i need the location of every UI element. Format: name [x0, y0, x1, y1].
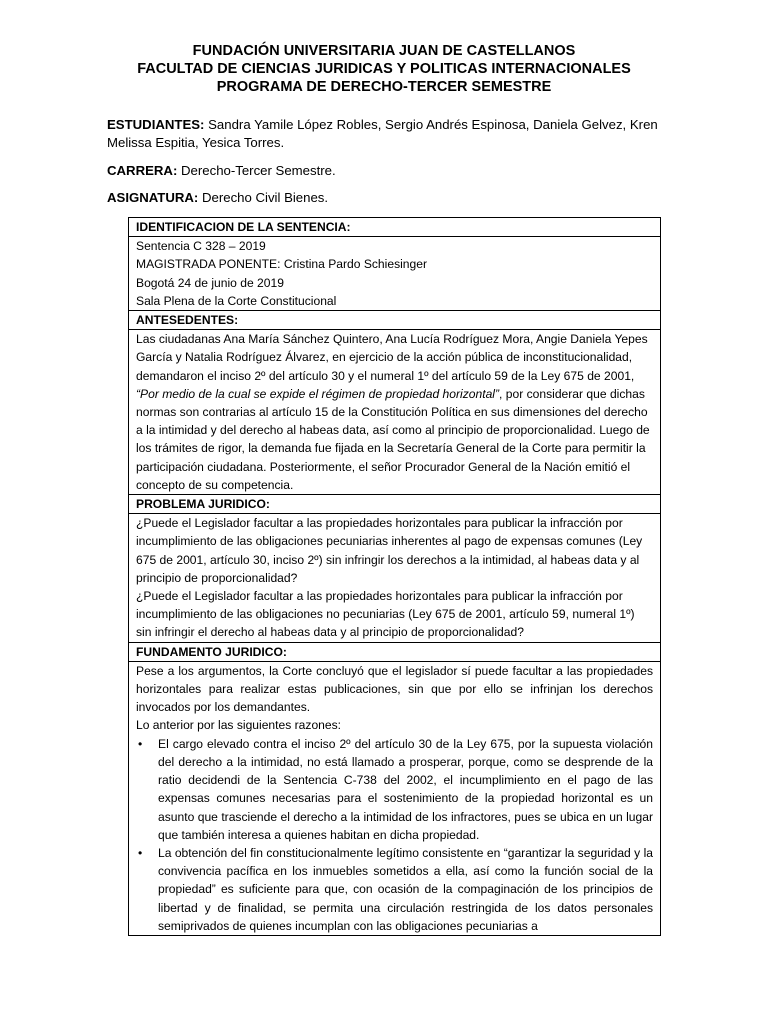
fundamento-intro: Pese a los argumentos, la Corte concluyó que el legislador sí puede facultar a las propiedades horizontales para realizar estas publicaciones, sin que por ello se infrinjan los derechos invocados por los demandantes.: [136, 663, 653, 715]
fundamento-heading: FUNDAMENTO JURIDICO:: [129, 642, 661, 661]
magistrate: MAGISTRADA PONENTE: Cristina Pardo Schiesinger: [136, 257, 428, 272]
list-item: [138, 844, 653, 935]
law-title-quote: “Por medio de la cual se expide el régimen de propiedad horizontal”: [136, 386, 500, 401]
students-label: ESTUDIANTES:: [107, 117, 205, 132]
sentence-date: Bogotá 24 de junio de 2019: [136, 275, 284, 290]
identificacion-body: [129, 237, 661, 311]
fundamento-body-row: [129, 661, 661, 935]
career-value: Derecho-Tercer Semestre.: [181, 163, 336, 178]
problema-heading: PROBLEMA JURIDICO:: [129, 495, 661, 514]
problema-body: [129, 514, 661, 642]
reason-text: La obtención del fin constitucionalmente legítimo consistente en “garantizar la seguridad y la convivencia pacífica en los inmuebles sometidos a ella, así como la función social de la propiedad” es suficiente para que, con ocasión de la compaginación de los principios de libertad y de finalidad, se permita una circulación restringida de los datos personales semiprivados de quienes incumplan con las obligaciones pecuniarias a: [158, 845, 653, 933]
antecedentes-heading: ANTESEDENTES:: [129, 311, 661, 330]
subject-label: ASIGNATURA:: [107, 190, 199, 205]
antecedentes-body: [129, 330, 661, 495]
identificacion-heading-row: [129, 218, 661, 237]
faculty-name: FACULTAD DE CIENCIAS JURIDICAS Y POLITICAS INTERNACIONALES: [137, 61, 631, 77]
program-name: PROGRAMA DE DERECHO-TERCER SEMESTRE: [216, 79, 552, 95]
antecedentes-body-row: [129, 330, 661, 495]
list-item: [138, 735, 653, 844]
sentence-table: [128, 217, 661, 936]
antecedentes-text-before: Las ciudadanas Ana María Sánchez Quintero, Ana Lucía Rodríguez Mora, Angie Daniela Yepes García y Natalia Rodríguez Álvarez, en ejercicio de la acción pública de inconstitucionalidad, demandaron el inciso 2º del artículo 30 y el numeral 1º del artículo 59 de la Ley 675 de 2001,: [136, 332, 648, 383]
problema-heading-row: [129, 495, 661, 514]
document-header: [0, 42, 768, 96]
sentence-number: Sentencia C 328 – 2019: [136, 239, 266, 254]
antecedentes-text-after: , por considerar que dichas normas son contrarias al artículo 15 de la Constitución Política en sus dimensiones del derecho a la intimidad y del derecho al habeas data, así como al principio de proporcionalidad. Luego de los trámites de rigor, la demanda fue fijada en la Secretaría General de la Corte para permitir la participación ciudadana. Posteriormente, el señor Procurador General de la Nación emitió el concepto de su competencia.: [136, 386, 650, 492]
career-line: [107, 162, 667, 180]
court-chamber: Sala Plena de la Corte Constitucional: [136, 293, 337, 308]
fundamento-reasons-list: [136, 735, 653, 935]
subject-value: Derecho Civil Bienes.: [202, 190, 329, 205]
students-line: [107, 116, 667, 152]
legal-question-1: ¿Puede el Legislador facultar a las propiedades horizontales para publicar la infracción por incumplimiento de las obligaciones pecuniarias inherentes al pago de expensas comunes (Ley 675 de 2001, artículo 30, inciso 2º) sin infringir los derechos a la intimidad, al habeas data y al principio de proporcionalidad?: [136, 516, 643, 585]
identificacion-body-row: [129, 237, 661, 311]
antecedentes-heading-row: [129, 311, 661, 330]
subject-line: [107, 189, 667, 207]
problema-body-row: [129, 514, 661, 642]
legal-question-2: ¿Puede el Legislador facultar a las propiedades horizontales para publicar la infracción por incumplimiento de las obligaciones no pecuniarias (Ley 675 de 2001, artículo 59, numeral 1º) sin infringir el derecho al habeas data y al principio de proporcionalidad?: [136, 589, 635, 640]
identificacion-heading: IDENTIFICACION DE LA SENTENCIA:: [129, 218, 661, 237]
bullet-icon: •: [138, 845, 143, 860]
institution-name: FUNDACIÓN UNIVERSITARIA JUAN DE CASTELLANOS: [192, 43, 576, 59]
fundamento-heading-row: [129, 642, 661, 661]
fundamento-body: [129, 661, 661, 935]
bullet-icon: •: [138, 736, 143, 751]
career-label: CARRERA:: [107, 163, 178, 178]
reason-text: El cargo elevado contra el inciso 2º del artículo 30 de la Ley 675, por la supuesta violación del derecho a la intimidad, no está llamado a prosperar, porque, como se desprende de la ratio decidendi de la Sentencia C-738 del 2002, el incumplimiento en el pago de las expensas comunes necesarias para el sostenimiento de la propiedad horizontal es un asunto que trasciende el derecho a la intimidad de los infractores, pues se ubica en un lugar que también interesa a quienes habitan en dicha propiedad.: [158, 736, 653, 842]
fundamento-reasons-intro: Lo anterior por las siguientes razones:: [136, 718, 342, 733]
students-value: Sandra Yamile López Robles, Sergio Andrés Espinosa, Daniela Gelvez, Kren Melissa Espitia, Yesica Torres.: [107, 117, 658, 150]
